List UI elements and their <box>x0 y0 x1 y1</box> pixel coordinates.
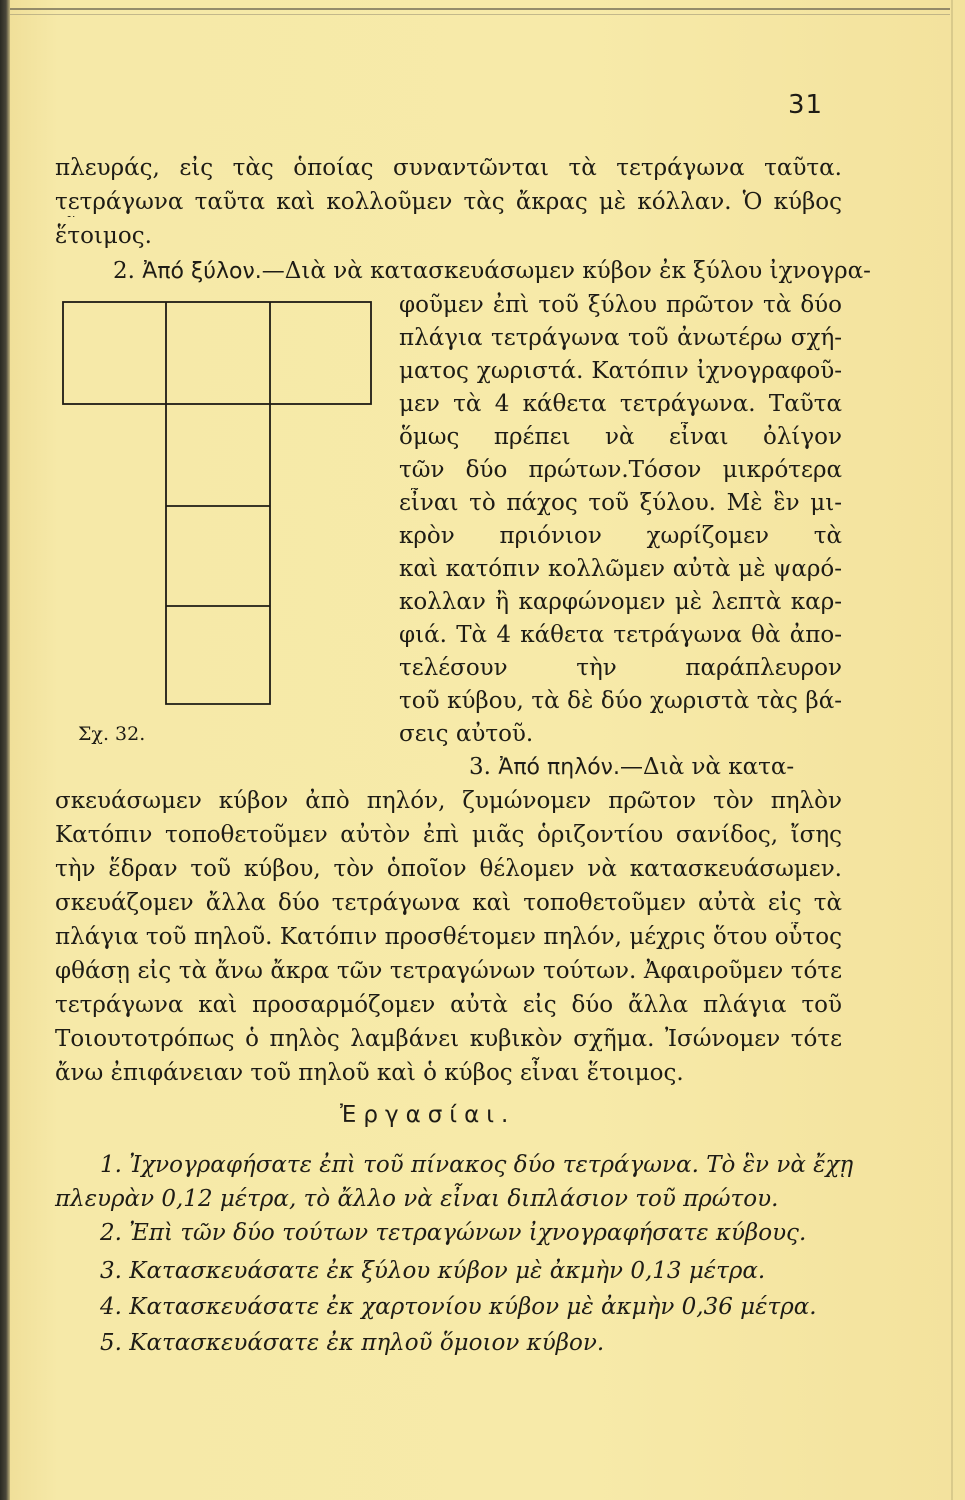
section-3-line-6: φθάσῃ εἰς τὰ ἄνω ἄκρα τῶν τετραγώνων τούτων. Ἀφαιροῦμεν τότε <box>55 958 842 984</box>
top-border-line <box>10 8 950 10</box>
section-3-first-line: —Διὰ νὰ κατα- <box>619 754 795 780</box>
section-2-heading-line <box>113 256 871 287</box>
exercise-item <box>55 1184 778 1214</box>
section-3-line-7: τετράγωνα καὶ προσαρμόζομεν αὐτὰ εἰς δύο ἄλλα πλάγια τοῦ <box>55 992 842 1018</box>
exercise-text: Κατασκευάσατε ἐκ πηλοῦ ὅμοιον κύβον. <box>129 1330 605 1356</box>
exercise-text: Κατασκευάσατε ἐκ ξύλου κύβον μὲ ἀκμὴν 0,13 μέτρα. <box>129 1258 766 1284</box>
exercise-text: Ἐπὶ τῶν δύο τούτων τετραγώνων ἰχνογραφήσατε κύβους. <box>129 1220 807 1246</box>
exercise-item <box>100 1292 817 1322</box>
section-2-line-6: τῶν δύο πρώτων.Τόσον μικρότερα <box>399 457 842 483</box>
exercise-number: 1. <box>100 1152 122 1178</box>
section-2-line-9: καὶ κατόπιν κολλῶμεν αὐτὰ μὲ ψαρό- <box>399 556 842 582</box>
exercise-text: Ἰχνογραφήσατε ἐπὶ τοῦ πίνακος δύο τετράγωνα. Τὸ ἓν νὰ ἔχῃ <box>129 1152 854 1178</box>
right-page-edge <box>951 0 953 1500</box>
section-3-line-5: πλάγια τοῦ πηλοῦ. Κατόπιν προσθέτομεν πηλόν, μέχρις ὅτου οὗτος <box>55 924 842 950</box>
exercise-item <box>100 1256 765 1286</box>
exercise-text: πλευρὰν 0,12 μέτρα, τὸ ἄλλο νὰ εἶναι διπλάσιον τοῦ πρώτου. <box>55 1186 779 1212</box>
exercise-number: 4. <box>100 1294 122 1320</box>
section-2-number: 2. <box>113 258 135 284</box>
body-line-2: τετράγωνα ταῦτα καὶ κολλοῦμεν τὰς ἄκρας μὲ κόλλαν. Ὁ κύβος <box>55 189 842 215</box>
section-2-line-14: σεις αὐτοῦ. <box>399 721 534 747</box>
section-3-line-1: σκευάσωμεν κύβον ἀπὸ πηλόν, ζυμώνομεν πρῶτον τὸν πηλὸν <box>55 788 842 814</box>
exercise-text: Κατασκευάσατε ἐκ χαρτονίου κύβον μὲ ἀκμὴν 0,36 μέτρα. <box>129 1294 817 1320</box>
section-3-heading: Ἀπό πηλόν. <box>498 755 620 780</box>
section-3-line-2: Κατόπιν τοποθετοῦμεν αὐτὸν ἐπὶ μιᾶς ὁριζοντίου σανίδος, ἴσης <box>55 822 842 848</box>
section-3-line-3: τὴν ἕδραν τοῦ κύβου, τὸν ὁποῖον θέλομεν νὰ κατασκευάσωμεν. <box>55 856 842 882</box>
figure-caption: Σχ. 32. <box>78 723 146 745</box>
section-2-heading: Ἀπό ξύλον. <box>142 259 262 284</box>
section-3-line-9: ἄνω ἐπιφάνειαν τοῦ πηλοῦ καὶ ὁ κύβος εἶναι ἕτοιμος. <box>55 1060 684 1086</box>
exercise-number: 5. <box>100 1330 122 1356</box>
cube-net-column <box>166 404 270 704</box>
section-3-heading-line <box>469 752 794 783</box>
exercise-number: 2. <box>100 1220 122 1246</box>
section-2-line-13: τοῦ κύβου, τὰ δὲ δύο χωριστὰ τὰς βά- <box>399 688 842 714</box>
section-2-line-8: κρὸν πριόνιον χωρίζομεν τὰ <box>399 523 842 549</box>
exercise-item <box>100 1328 604 1358</box>
section-2-line-11: φιά. Τὰ 4 κάθετα τετράγωνα θὰ ἀπο- <box>399 622 842 648</box>
cube-net-figure <box>58 296 378 716</box>
page-number: 31 <box>788 90 824 120</box>
exercises-title: Ἐργασίαι. <box>340 1102 516 1128</box>
exercise-item <box>100 1150 853 1180</box>
page-binding-edge <box>0 0 10 1500</box>
section-2-first-line: —Διὰ νὰ κατασκευάσωμεν κύβον ἐκ ξύλου ἰχνογρα- <box>261 258 871 284</box>
body-line-3: ἕτοιμος. <box>55 223 152 249</box>
body-line-1: πλευράς, εἰς τὰς ὁποίας συναντῶνται τὰ τετράγωνα ταῦτα. <box>55 155 842 181</box>
exercise-item <box>100 1218 806 1248</box>
section-2-line-10: κολλαν ἢ καρφώνομεν μὲ λεπτὰ καρ- <box>399 589 842 615</box>
cube-net-top-row <box>63 302 371 404</box>
section-2-line-3: ματος χωριστά. Κατόπιν ἰχνογραφοῦ- <box>399 358 842 384</box>
section-2-line-2: πλάγια τετράγωνα τοῦ ἀνωτέρω σχή- <box>399 325 842 351</box>
section-2-line-7: εἶναι τὸ πάχος τοῦ ξύλου. Μὲ ἓν μι- <box>399 490 842 516</box>
section-2-line-5: ὅμως πρέπει νὰ εἶναι ὀλίγον <box>399 424 842 450</box>
section-3-line-8: Τοιουτοτρόπως ὁ πηλὸς λαμβάνει κυβικὸν σχῆμα. Ἰσώνομεν τότε <box>55 1026 842 1052</box>
section-3-line-4: σκευάζομεν ἄλλα δύο τετράγωνα καὶ τοποθετοῦμεν αὐτὰ εἰς τὰ <box>55 890 842 916</box>
section-3-number: 3. <box>469 754 491 780</box>
section-2-line-4: μεν τὰ 4 κάθετα τετράγωνα. Ταῦτα <box>399 391 842 417</box>
section-2-line-12: τελέσουν τὴν παράπλευρον <box>399 655 842 681</box>
top-border-line-thin <box>10 14 950 15</box>
exercise-number: 3. <box>100 1258 122 1284</box>
section-2-line-1: φοῦμεν ἐπὶ τοῦ ξύλου πρῶτον τὰ δύο <box>399 292 842 318</box>
